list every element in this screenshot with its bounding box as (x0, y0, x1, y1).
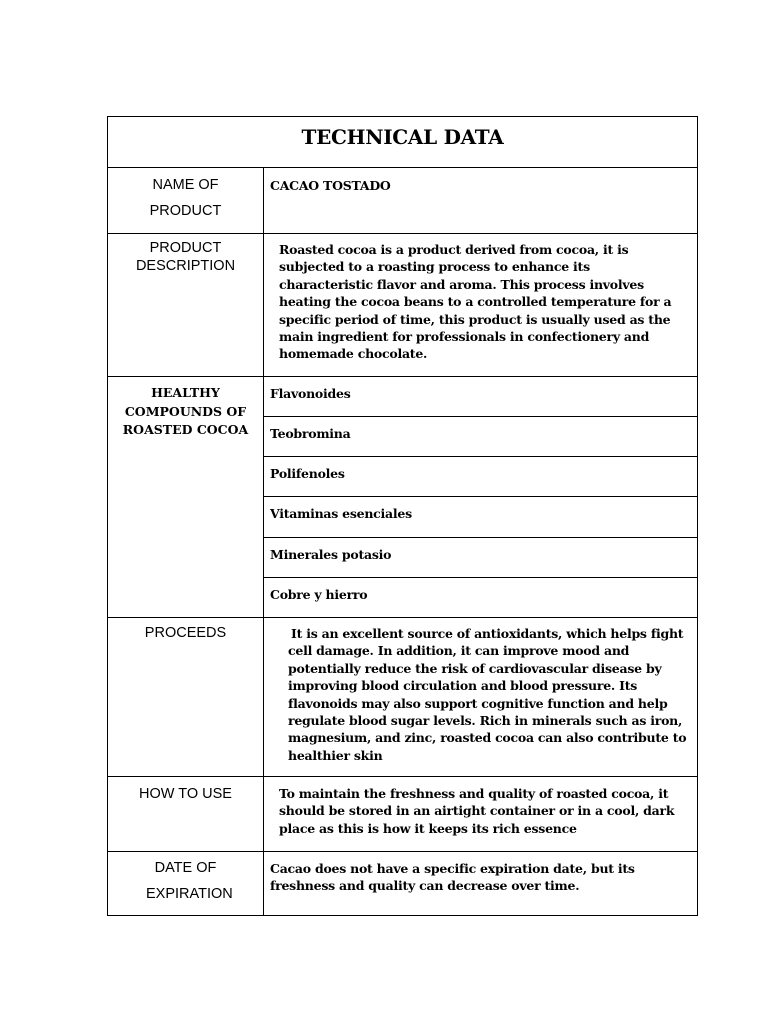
product-description-label: PRODUCT DESCRIPTION (135, 240, 236, 274)
row-divider (108, 167, 697, 168)
healthy-compounds-label: HEALTHY COMPOUNDS OF ROASTED COCOA (122, 385, 249, 437)
technical-data-table (107, 116, 698, 916)
date-of-expiration-value: Cacao does not have a specific expiration date, but its freshness and quality can decrease over time. (270, 861, 635, 894)
row-divider (108, 376, 697, 377)
row-divider (264, 537, 697, 538)
how-to-use-value: To maintain the freshness and quality of roasted cocoa, it should be stored in an airtight container or in a cool, dark place as this is how it keeps its rich essence (279, 786, 675, 836)
proceeds-value: It is an excellent source of antioxidants, which helps fight cell damage. In addition, it can improve mood and potentially reduce the risk of cardiovascular disease by improving blood circulation and blood pressure. Its flavonoids may also support cognitive function and help regulate blood sugar levels. Rich in minerals such as iron, magnesium, and zinc, roasted cocoa can also contribute to healthier skin (288, 626, 687, 763)
row-divider (264, 416, 697, 417)
row-divider (264, 577, 697, 578)
compound-item: Flavonoides (270, 386, 351, 401)
proceeds-label: PROCEEDS (144, 625, 227, 641)
how-to-use-label: HOW TO USE (139, 786, 232, 802)
row-divider (108, 776, 697, 777)
date-of-expiration-label: DATE OF EXPIRATION (146, 860, 233, 902)
product-description-value: Roasted cocoa is a product derived from cocoa, it is subjected to a roasting process to enhance its characteristic flavor and aroma. This process involves heating the cocoa beans to a controlled temperature for a specific period of time, this product is usually used as the main ingredient for professionals in confectionery and homemade chocolate. (279, 242, 672, 362)
row-divider (108, 617, 697, 618)
compound-item: Polifenoles (270, 466, 345, 481)
compound-item: Teobromina (270, 426, 351, 441)
table-title: TECHNICAL DATA (301, 125, 504, 149)
compound-item: Cobre y hierro (270, 587, 368, 602)
name-of-product-value: CACAO TOSTADO (270, 178, 391, 193)
compound-item: Minerales potasio (270, 547, 392, 562)
compound-item: Vitaminas esenciales (270, 506, 412, 521)
row-divider (108, 851, 697, 852)
row-divider (264, 496, 697, 497)
row-divider (108, 233, 697, 234)
row-divider (264, 456, 697, 457)
name-of-product-label: NAME OF PRODUCT (149, 177, 222, 219)
column-divider (263, 168, 264, 915)
